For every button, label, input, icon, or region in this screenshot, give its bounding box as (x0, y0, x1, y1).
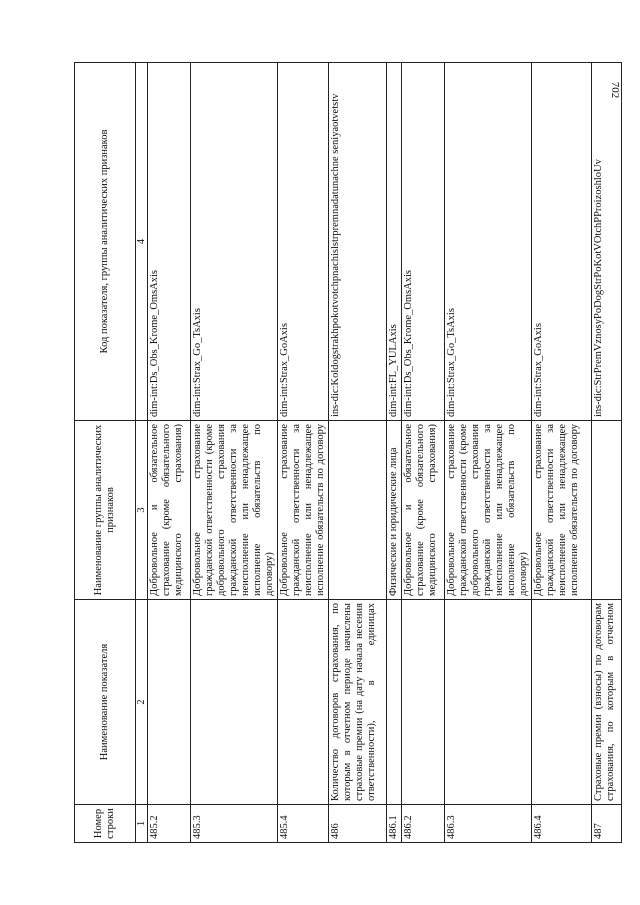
row-number: 487 (592, 805, 622, 843)
indicator-code: ins-dic:StrPremVznosyPoDogStrPoKotVOtchPProizoshloUv (592, 63, 622, 421)
group-name: Добровольное и обязательное страхование (кроме обязательного медицинского страхования) (148, 421, 191, 600)
group-name: Добровольное страхование гражданской ответственности за неисполнение или ненадлежащее исполнение обязательств по договору (278, 421, 329, 600)
group-name (592, 421, 622, 600)
indicator-code: dim-int:Ds_Obs_Krome_OmsAxis (402, 63, 445, 421)
column-number: 1 (136, 805, 148, 843)
page-number: 702 (609, 81, 621, 99)
indicator-name (532, 600, 592, 805)
group-name: Добровольное страхование гражданской ответственности (кроме добровольного страхования гражданской ответственности за неисполнение или ненадлежащее исполнение обязательств по договору) (445, 421, 532, 600)
column-number: 4 (136, 63, 148, 421)
header-code: Код показателя, группы аналитических признаков (75, 63, 136, 421)
table-row (387, 63, 402, 843)
row-number: 485.4 (278, 805, 329, 843)
table-row (191, 63, 278, 843)
table-row (445, 63, 532, 843)
indicator-code: dim-int:Ds_Obs_Krome_OmsAxis (148, 63, 191, 421)
table-row (329, 63, 387, 843)
indicator-name (278, 600, 329, 805)
group-name: Добровольное страхование гражданской ответственности (кроме добровольного страхования гражданской ответственности за неисполнение или ненадлежащее исполнение обязательств по договору) (191, 421, 278, 600)
table-row (532, 63, 592, 843)
column-number: 3 (136, 421, 148, 600)
header-group-name: Наименование группы аналитических признаков (75, 421, 136, 600)
group-name: Добровольное и обязательное страхование (кроме обязательного медицинского страхования) (402, 421, 445, 600)
group-name (329, 421, 387, 600)
column-number-row (136, 63, 148, 843)
table-header-row (75, 63, 136, 843)
column-number: 2 (136, 600, 148, 805)
row-number: 485.2 (148, 805, 191, 843)
indicator-code: dim-int:FL_YULAxis (387, 63, 402, 421)
indicator-code: dim-int:Strax_Go_TsAxis (445, 63, 532, 421)
indicator-table (74, 62, 622, 843)
group-name: Добровольное страхование гражданской ответственности за неисполнение или ненадлежащее исполнение обязательств по договору (532, 421, 592, 600)
indicator-code: dim-int:Strax_GoAxis (532, 63, 592, 421)
indicator-name: Количество договоров страхования, по которым в отчетном периоде начислены страховые премии (на дату начала несения ответственности), в единицах (329, 600, 387, 805)
indicator-name (148, 600, 191, 805)
indicator-name (445, 600, 532, 805)
table-row (148, 63, 191, 843)
table-row (278, 63, 329, 843)
indicator-code: dim-int:Strax_Go_TsAxis (191, 63, 278, 421)
group-name: Физические и юридические лица (387, 421, 402, 600)
indicator-name (191, 600, 278, 805)
header-row-number: Номер строки (75, 805, 136, 843)
header-indicator-name: Наименование показателя (75, 600, 136, 805)
row-number: 486.1 (387, 805, 402, 843)
row-number: 486.2 (402, 805, 445, 843)
indicator-code: ins-dic:Koldogstrakhpokotvotchpnachislstrpremnadatunachne seniyaotvetstv (329, 63, 387, 421)
indicator-name (402, 600, 445, 805)
row-number: 485.3 (191, 805, 278, 843)
row-number: 486 (329, 805, 387, 843)
indicator-name: Страховые премии (взносы) по договорам страхования, по которым в отчетном (592, 600, 622, 805)
indicator-code: dim-int:Strax_GoAxis (278, 63, 329, 421)
row-number: 486.3 (445, 805, 532, 843)
indicator-name (387, 600, 402, 805)
table-row (402, 63, 445, 843)
table-row (592, 63, 622, 843)
row-number: 486.4 (532, 805, 592, 843)
